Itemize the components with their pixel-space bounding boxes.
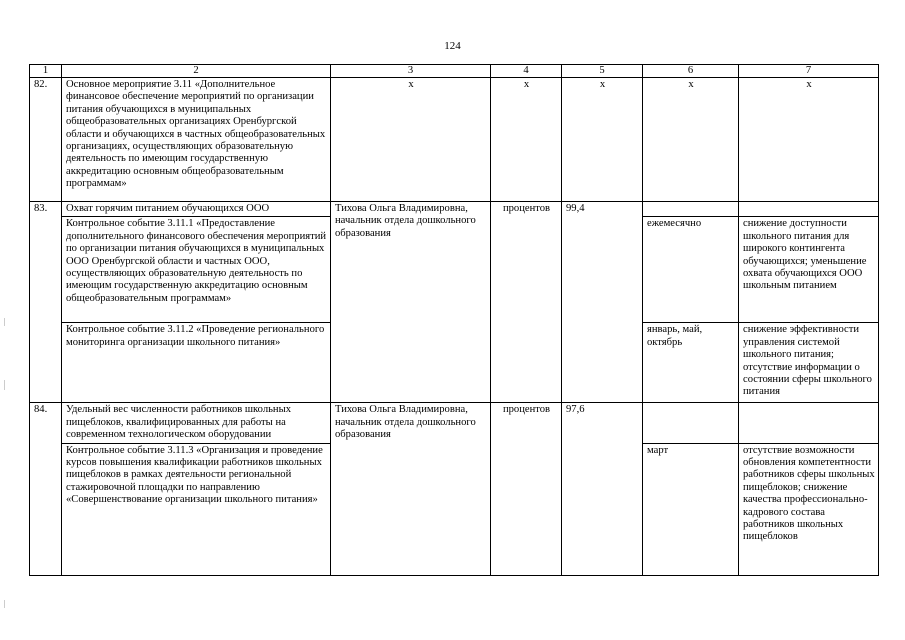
measure-text: Основное мероприятие 3.11 «Дополнительное финансовое обеспечение мероприятий по организации питания обучающихся в муниципальных общеобразовательных организациях Оренбургской области и обучающихся в частных общеобразовательных организациях, осуществляющих образовательную деятельность по имеющим государственную аккредитацию основным общеобразовательным программам» — [62, 78, 331, 202]
col-header-7: 7 — [739, 65, 879, 78]
col-header-1: 1 — [30, 65, 62, 78]
unit-cell: процентов — [491, 202, 562, 403]
risk-cell-empty — [739, 403, 879, 443]
risk-cell: х — [739, 78, 879, 202]
value-cell: 97,6 — [562, 403, 643, 575]
period-cell: март — [643, 443, 739, 575]
period-cell-empty — [643, 202, 739, 217]
plan-table — [29, 64, 879, 576]
col-header-4: 4 — [491, 65, 562, 78]
scan-artifact — [4, 318, 5, 326]
risk-cell-empty — [739, 202, 879, 217]
col-header-2: 2 — [62, 65, 331, 78]
responsible-cell: х — [331, 78, 491, 202]
value-cell: х — [562, 78, 643, 202]
risk-cell: отсутствие возможности обновления компетентности работников сферы школьных пищеблоков; снижение качества профессионально-кадрового состава работников школьных пищеблоков — [739, 443, 879, 575]
responsible-cell: Тихова Ольга Владимировна, начальник отдела дошкольного образования — [331, 403, 491, 575]
event-text: Контрольное событие 3.11.1 «Предоставление дополнительного финансового обеспечения мероприятий по организации питания обучающихся в муниципальных ООО Оренбургской области и частных ООО, осуществляющих образовательную деятельность по имеющим государственную аккредитацию основным общеобразовательным программам» — [62, 217, 331, 323]
unit-cell: х — [491, 78, 562, 202]
scan-artifact — [4, 600, 5, 608]
value-cell: 99,4 — [562, 202, 643, 403]
row-number: 83. — [30, 202, 62, 403]
indicator-text: Удельный вес численности работников школьных пищеблоков, квалифицированных для работы на современном технологическом оборудовании — [62, 403, 331, 443]
period-cell: январь, май, октябрь — [643, 323, 739, 403]
unit-cell: процентов — [491, 403, 562, 575]
row-number: 84. — [30, 403, 62, 575]
row-number: 82. — [30, 78, 62, 202]
scan-artifact — [4, 380, 5, 390]
table-row-83 — [30, 202, 879, 217]
col-header-3: 3 — [331, 65, 491, 78]
period-cell: ежемесячно — [643, 217, 739, 323]
table-row-82 — [30, 78, 879, 202]
col-header-5: 5 — [562, 65, 643, 78]
risk-cell: снижение эффективности управления системой школьного питания; отсутствие информации о состоянии сферы школьного питания — [739, 323, 879, 403]
header-row — [30, 65, 879, 78]
indicator-text: Охват горячим питанием обучающихся ООО — [62, 202, 331, 217]
col-header-6: 6 — [643, 65, 739, 78]
event-text: Контрольное событие 3.11.3 «Организация и проведение курсов повышения квалификации работников школьных пищеблоков в рамках деятельности региональной стажировочной площадки по направлению «Совершенствование организации школьного питания» — [62, 443, 331, 575]
table-row-84 — [30, 403, 879, 443]
page-number: 124 — [444, 40, 461, 52]
period-cell: х — [643, 78, 739, 202]
period-cell-empty — [643, 403, 739, 443]
event-text: Контрольное событие 3.11.2 «Проведение регионального мониторинга организации школьного питания» — [62, 323, 331, 403]
risk-cell: снижение доступности школьного питания для широкого контингента обучающихся; уменьшение охвата обучающихся ООО школьным питанием — [739, 217, 879, 323]
responsible-cell: Тихова Ольга Владимировна, начальник отдела дошкольного образования — [331, 202, 491, 403]
